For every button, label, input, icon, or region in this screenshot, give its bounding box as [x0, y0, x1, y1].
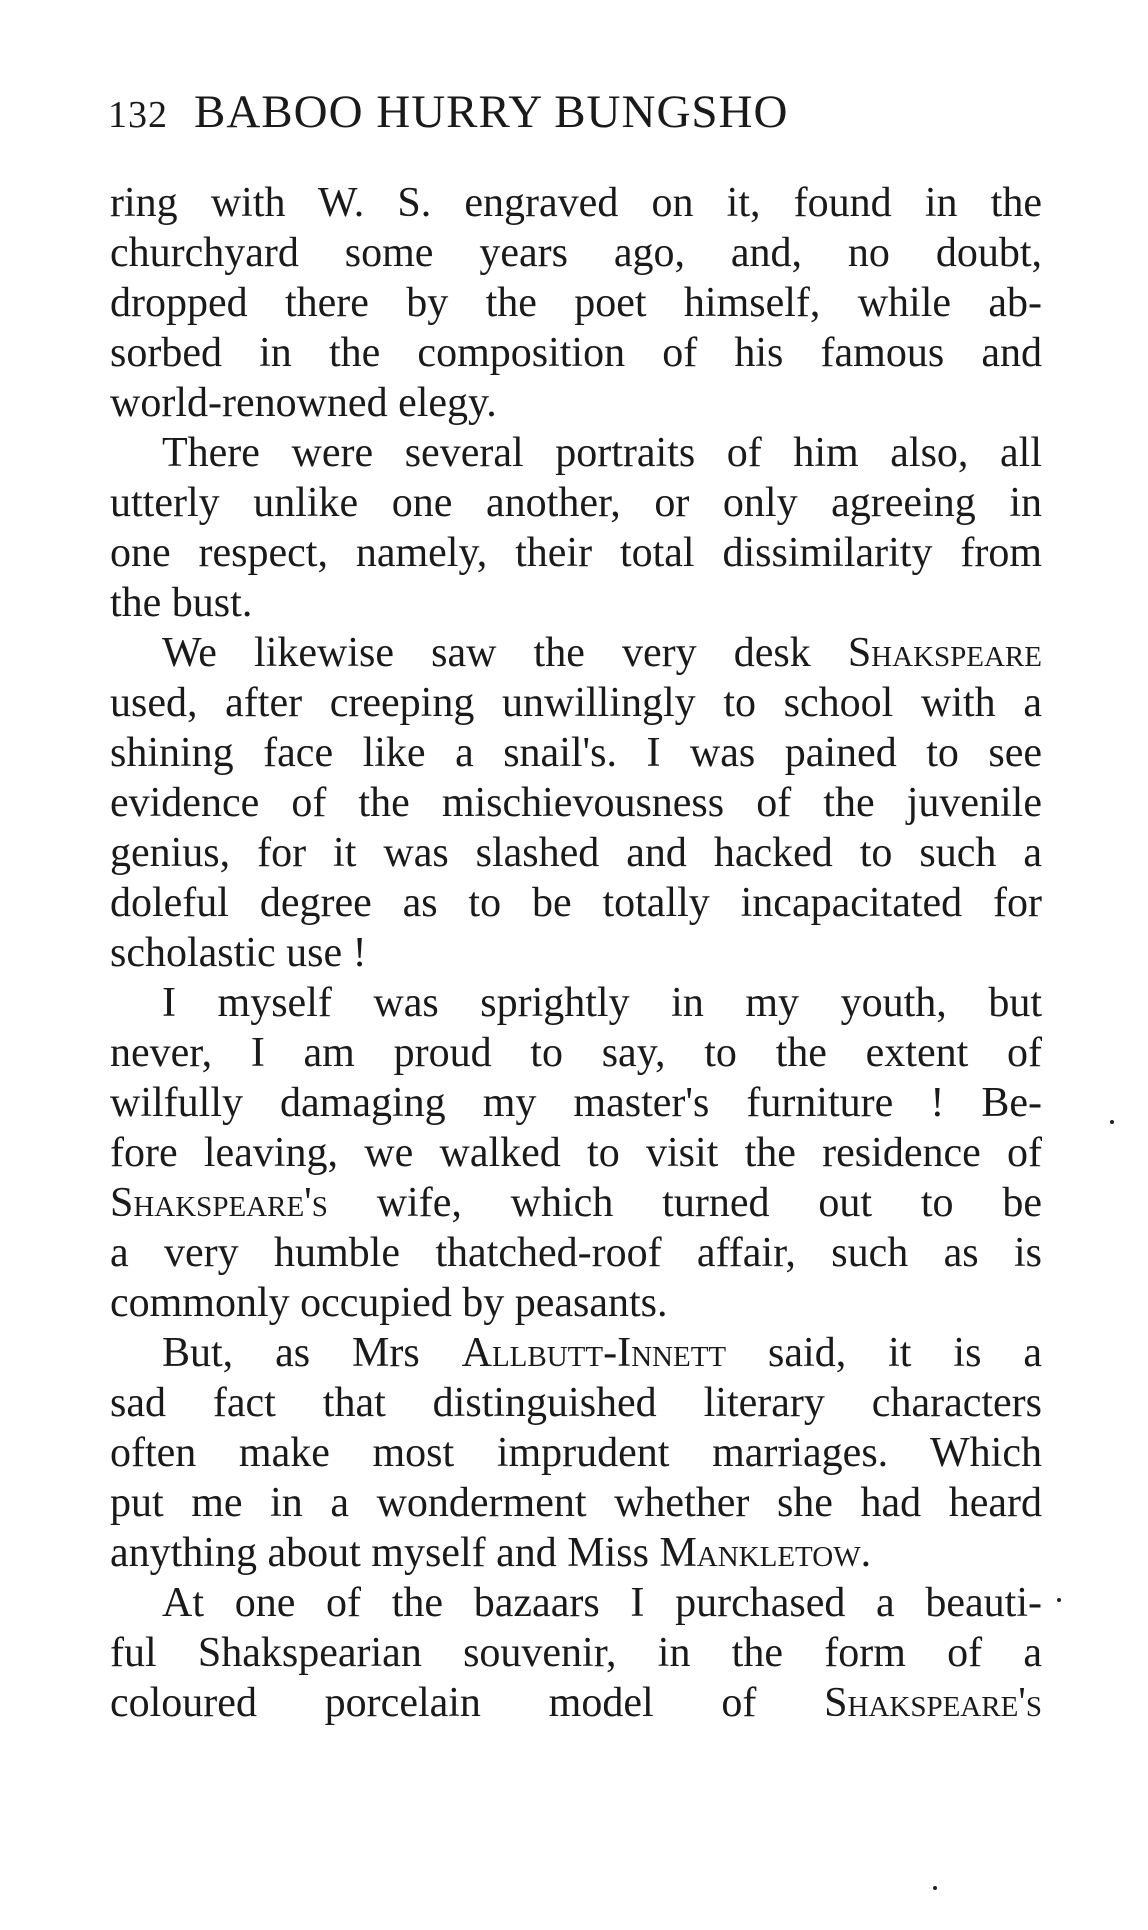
- text-line: [110, 278, 1042, 328]
- text-line: [110, 378, 1042, 428]
- small-caps-name: Mankletow: [659, 1530, 861, 1576]
- text-run: the bust.: [110, 580, 253, 626]
- text-run: never, I am proud to say, to the extent of: [110, 1030, 1042, 1076]
- text-run: evidence of the mischievousness of the juvenile: [110, 780, 1042, 826]
- text-run: used, after creeping unwillingly to school with a: [110, 680, 1042, 726]
- text-line: [110, 1228, 1042, 1278]
- text-run: wife, which turned out to be: [327, 1180, 1042, 1226]
- text-line: [110, 728, 1042, 778]
- text-run: coloured porcelain model of: [110, 1680, 825, 1726]
- text-run: anything about myself and Miss: [110, 1530, 660, 1576]
- text-line: [110, 878, 1042, 928]
- text-line: [110, 578, 1042, 628]
- text-line: [110, 1578, 1042, 1628]
- text-run: utterly unlike one another, or only agreeing in: [110, 480, 1042, 526]
- text-line: [110, 778, 1042, 828]
- body-text: [110, 178, 1042, 1728]
- text-line: [110, 628, 1042, 678]
- text-run: At one of the bazaars I purchased a beauti-: [162, 1580, 1042, 1626]
- text-run: We likewise saw the very desk: [162, 630, 848, 676]
- text-run: sorbed in the composition of his famous and: [110, 330, 1042, 376]
- text-line: [110, 1078, 1042, 1128]
- running-header: [108, 82, 1038, 145]
- text-line: [110, 928, 1042, 978]
- text-run: churchyard some years ago, and, no doubt,: [110, 230, 1042, 276]
- text-line: [110, 1528, 1042, 1578]
- text-run: genius, for it was slashed and hacked to such a: [110, 830, 1042, 876]
- small-caps-name: Shakspeare: [847, 630, 1042, 676]
- text-run: There were several portraits of him also, all: [162, 430, 1042, 476]
- stray-mark: [1110, 1120, 1114, 1124]
- text-run: fore leaving, we walked to visit the residence of: [110, 1130, 1042, 1176]
- page-number: 132: [108, 94, 168, 136]
- text-run: a very humble thatched-roof affair, such as is: [110, 1230, 1042, 1276]
- text-line: [110, 178, 1042, 228]
- text-run: .: [860, 1530, 872, 1576]
- text-line: [110, 328, 1042, 378]
- running-title: BABOO HURRY BUNGSHO: [194, 86, 789, 138]
- text-run: But, as Mrs: [162, 1330, 462, 1376]
- text-run: ful Shakspearian souvenir, in the form of a: [110, 1630, 1042, 1676]
- text-run: world-renowned elegy.: [110, 380, 497, 426]
- text-run: put me in a wonderment whether she had heard: [110, 1480, 1042, 1526]
- text-run: dropped there by the poet himself, while ab-: [110, 280, 1042, 326]
- text-run: doleful degree as to be totally incapacitated for: [110, 880, 1042, 926]
- text-line: [110, 228, 1042, 278]
- text-line: [110, 1628, 1042, 1678]
- text-run: sad fact that distinguished literary characters: [110, 1380, 1042, 1426]
- text-line: [110, 1428, 1042, 1478]
- text-line: [110, 1178, 1042, 1228]
- text-line: [110, 1028, 1042, 1078]
- text-line: [110, 978, 1042, 1028]
- stray-mark: [933, 1886, 937, 1890]
- text-run: often make most imprudent marriages. Which: [110, 1430, 1042, 1476]
- small-caps-name: Shakspeare's: [110, 1180, 328, 1226]
- text-line: [110, 1478, 1042, 1528]
- text-run: scholastic use !: [110, 930, 367, 976]
- text-line: [110, 1278, 1042, 1328]
- text-line: [110, 1378, 1042, 1428]
- text-line: [110, 428, 1042, 478]
- text-run: I myself was sprightly in my youth, but: [162, 980, 1042, 1026]
- text-run: shining face like a snail's. I was pained to see: [110, 730, 1042, 776]
- text-run: one respect, namely, their total dissimilarity from: [110, 530, 1042, 576]
- stray-mark: [1057, 1598, 1061, 1602]
- text-run: ring with W. S. engraved on it, found in the: [110, 180, 1042, 226]
- text-line: [110, 478, 1042, 528]
- text-run: commonly occupied by peasants.: [110, 1280, 668, 1326]
- text-run: wilfully damaging my master's furniture ! Be-: [110, 1080, 1042, 1126]
- text-line: [110, 528, 1042, 578]
- text-line: [110, 678, 1042, 728]
- text-line: [110, 828, 1042, 878]
- text-line: [110, 1678, 1042, 1728]
- text-line: [110, 1328, 1042, 1378]
- text-line: [110, 1128, 1042, 1178]
- text-run: said, it is a: [726, 1330, 1042, 1376]
- small-caps-name: Allbutt-Innett: [461, 1330, 727, 1376]
- small-caps-name: Shakspeare's: [824, 1680, 1042, 1726]
